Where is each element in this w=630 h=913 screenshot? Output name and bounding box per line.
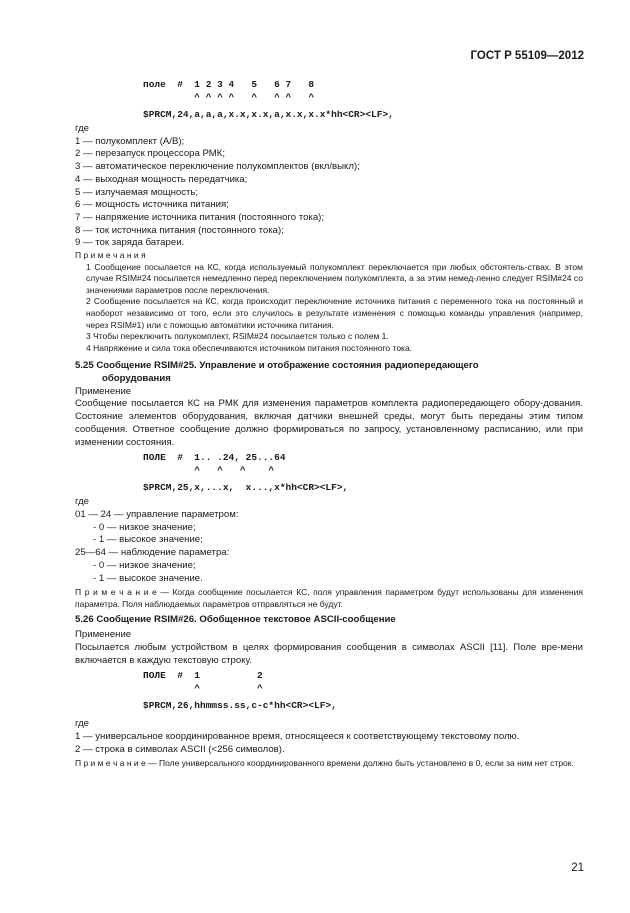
- note-paragraph: 1 Сообщение посылается на КС, когда используемый полукомплект переключается при любых обстоятель-ствах. В этом случае RSIM#24 посылается немедленно перед переключением полукомплекта, а за этим немед-ленно следует RSIM#24 со значениями параметров после переключения.: [86, 261, 583, 295]
- note-paragraph: 2 Сообщение посылается на КС, когда происходит переключение источника питания с переменного тока на постоянный и наоборот независимо от того, если это случилось в результате изменения с помощью команды управления (например, через RSIM#1) или с помощью автоматики источника питания.: [86, 296, 583, 330]
- page-content: [75, 78, 583, 770]
- list-item: 3 — автоматическое переключение полукомплектов (вкл/выкл);: [75, 161, 360, 173]
- note-label: П р и м е ч а н и е: [75, 587, 157, 598]
- list-item: 9 — ток заряда батареи.: [75, 237, 185, 249]
- code-fields-line: поле # 1 2 3 4 5 6 7 8: [143, 79, 315, 90]
- list-item: 1 — универсальное координированное время, относящееся к соответствующему текстовому полю.: [75, 730, 520, 742]
- list-item: 2 — строка в символах ASCII (<256 символов).: [75, 743, 285, 755]
- note-text: — Когда сообщение посылается КС, поля управления параметром будут использованы для изменения параметра. Поля наблюдаемых параметров отправляться не будут.: [75, 587, 583, 609]
- document-code-header: ГОСТ Р 55109—2012: [470, 50, 584, 62]
- list-item: 5 — излучаемая мощность;: [75, 186, 199, 198]
- where-label: где: [75, 718, 90, 730]
- range-subitem: - 1 — высокое значение.: [93, 572, 203, 584]
- section-heading: 5.26 Сообщение RSIM#26. Обобщенное текстовое ASCII-сообщение: [75, 614, 396, 626]
- section-paragraph: Посылается любым устройством в целях формирования сообщения в символах ASCII [11]. Поле вре-мени включается в каждую текстовую строку.: [75, 641, 583, 666]
- section-heading: 5.25 Сообщение RSIM#25. Управление и отображение состояния радиопередающего: [75, 360, 479, 372]
- note-paragraph: [75, 758, 583, 770]
- application-label: Применение: [75, 385, 132, 397]
- section-paragraph: Сообщение посылается КС на РМК для изменения параметров комплекта радиопередающего обору-дования. Состояние элементов оборудования, включая датчики внешней среды, могут быть переданы этим типом сообщения. Ответное сообщение должно формироваться по запросу, установленному расписанию, или при изменении состояния.: [75, 398, 583, 448]
- range-item: 25—64 — наблюдение параметра:: [75, 547, 230, 559]
- list-item: 6 — мощность источника питания;: [75, 199, 229, 211]
- note-paragraph: 4 Напряжение и сила тока обеспечиваются источником питания постоянного тока.: [86, 342, 413, 353]
- code-carets-line: ^ ^ ^ ^: [143, 465, 275, 477]
- list-item: 7 — напряжение источника питания (постоянного тока);: [75, 211, 325, 223]
- list-item: 4 — выходная мощность передатчика;: [75, 173, 248, 185]
- where-label: где: [75, 123, 90, 134]
- code-carets-line: ^ ^: [143, 683, 263, 695]
- code-sentence: $PRCM,26,hhmmss.ss,c-c*hh<CR><LF>,: [143, 700, 337, 712]
- list-item: 2 — перезапуск процессора РМК;: [75, 148, 226, 160]
- code-carets-line: ^ ^ ^ ^ ^ ^ ^ ^: [143, 92, 315, 103]
- code-fields-line: ПОЛЕ # 1 2: [143, 670, 263, 682]
- where-label: где: [75, 496, 90, 508]
- note-paragraph: 3 Чтобы переключить полукомплект, RSIM#24 посылается только с полем 1.: [86, 331, 389, 342]
- range-subitem: - 0 — низкое значение;: [93, 521, 196, 533]
- section-heading-continued: оборудования: [102, 373, 171, 385]
- list-item: 1 — полукомплект (A/B);: [75, 135, 185, 147]
- code-sentence: $PRCM,25,x,...x, x...,x*hh<CR><LF>,: [143, 482, 349, 494]
- code-sentence: $PRCM,24,a,a,a,x.x,x.x,a,x.x,x.x*hh<CR><LF>,: [143, 109, 394, 120]
- code-fields-line: ПОЛЕ # 1.. .24, 25...64: [143, 452, 286, 464]
- range-item: 01 — 24 — управление параметром:: [75, 509, 239, 520]
- note-text: — Поле универсального координированного времени должно быть установлено в 0, если за ним нет строк.: [145, 758, 574, 769]
- list-item: 8 — ток источника питания (постоянного тока);: [75, 224, 284, 236]
- note-label: П р и м е ч а н и е: [75, 758, 146, 769]
- note-paragraph: [75, 587, 583, 610]
- page-number: 21: [571, 862, 584, 874]
- application-label: Применение: [75, 629, 132, 641]
- range-subitem: - 1 — высокое значение;: [93, 534, 203, 546]
- notes-title: П р и м е ч а н и я: [75, 250, 146, 261]
- range-subitem: - 0 — низкое значение;: [93, 559, 196, 571]
